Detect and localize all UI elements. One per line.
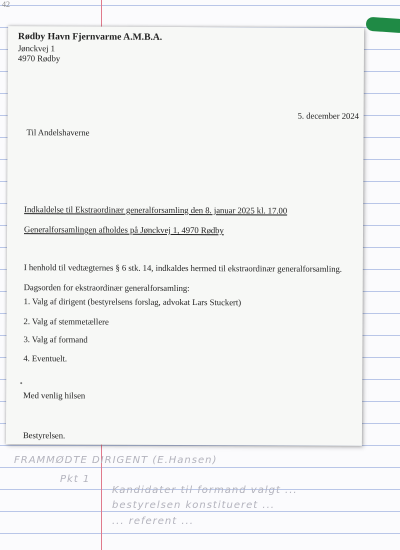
invitation-title: Indkaldelse til Ekstraordinær generalforsamling den 8. januar 2025 kl. 17.00 (24, 204, 288, 216)
agenda-heading: Dagsorden for ekstraordinær generalforsamling: (23, 282, 190, 294)
handwritten-note: ... referent ... (112, 516, 194, 527)
meeting-location: Generalforsamlingen afholdes på Jønckvej 1, 4970 Rødby (24, 224, 224, 236)
closing: Med venlig hilsen (23, 390, 86, 401)
handwritten-note: Kandidater til formand valgt ... (112, 485, 298, 496)
address-line-2: 4970 Rødby (17, 53, 61, 64)
agenda-item: 4. Eventuelt. (23, 353, 68, 364)
pen-dot (20, 382, 22, 384)
letter-date: 5. december 2024 (297, 110, 359, 121)
agenda-item: 3. Valg af formand (23, 334, 88, 345)
corner-mark: 42 (2, 0, 10, 9)
body-paragraph: I henhold til vedtægternes § 6 stk. 14, indkaldes hermed til ekstraordinær generalforsamling. (23, 262, 342, 274)
agenda-item: 1. Valg af dirigent (bestyrelsens forslag, advokat Lars Stuckert) (23, 296, 242, 308)
salutation: Til Andelshaverne (26, 127, 90, 138)
handwritten-note: bestyrelsen konstitueret ... (112, 500, 275, 511)
company-name: Rødby Havn Fjernvarme A.M.B.A. (18, 31, 163, 43)
letter-sheet (6, 26, 364, 446)
handwritten-note: Pkt 1 (60, 474, 91, 485)
green-tab (366, 17, 400, 34)
handwritten-note: FRAMMØDTE DIRIGENT (E.Hansen) (14, 455, 218, 466)
address-line-1: Jønckvej 1 (17, 43, 56, 54)
signature: Bestyrelsen. (22, 430, 66, 441)
agenda-item: 2. Valg af stemmetællere (23, 316, 109, 327)
